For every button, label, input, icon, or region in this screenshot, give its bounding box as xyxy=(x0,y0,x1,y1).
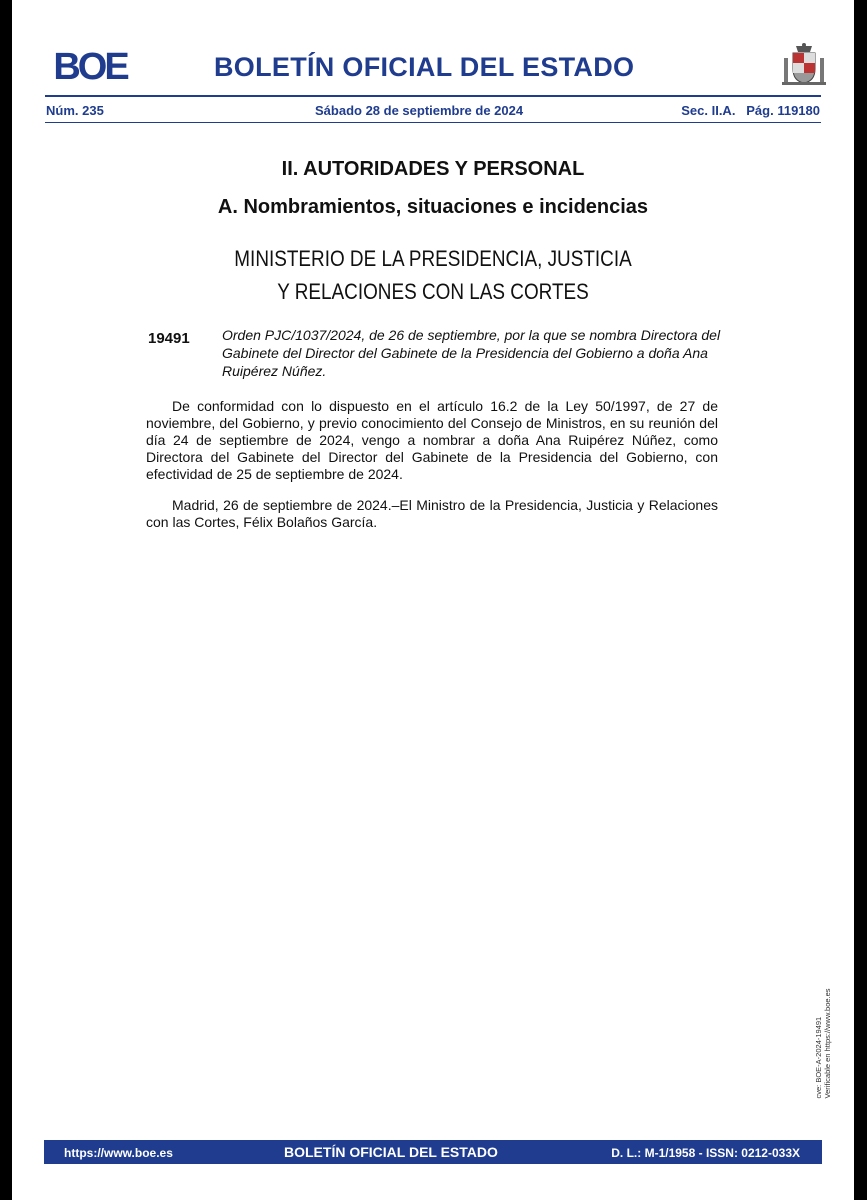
ministry-line-1: MINISTERIO DE LA PRESIDENCIA, JUSTICIA xyxy=(234,246,632,271)
logo-text: BOE xyxy=(53,46,127,84)
ministry-line-2: Y RELACIONES CON LAS CORTES xyxy=(277,279,589,304)
footer-legal: D. L.: M-1/1958 - ISSN: 0212-033X xyxy=(611,1146,800,1160)
cve-text: cve: BOE-A-2024-19491 xyxy=(814,1016,823,1099)
footer-url[interactable]: https://www.boe.es xyxy=(64,1146,173,1160)
footer-title: BOLETÍN OFICIAL DEL ESTADO xyxy=(284,1144,498,1160)
document-page xyxy=(12,0,854,1200)
header-rule-bottom xyxy=(45,122,821,123)
order-number: 19491 xyxy=(148,330,190,347)
header-rule xyxy=(45,95,821,97)
boe-logo xyxy=(46,46,134,84)
coat-of-arms-icon xyxy=(780,40,828,88)
footer-bar xyxy=(44,1140,822,1164)
issue-date: Sábado 28 de septiembre de 2024 xyxy=(315,103,524,118)
order-title: Orden PJC/1037/2024, de 26 de septiembre, por la que se nombra Directora del Gabinete del Director del Gabinete de la Presidencia del Gobierno a doña Ana Ruipérez Núñez. xyxy=(222,327,721,379)
section-page: Sec. II.A. Pág. 119180 xyxy=(681,103,820,118)
body-paragraph-2: Madrid, 26 de septiembre de 2024.–El Ministro de la Presidencia, Justicia y Relaciones con las Cortes, Félix Bolaños García. xyxy=(146,497,718,530)
header-title: BOLETÍN OFICIAL DEL ESTADO xyxy=(214,52,635,82)
body-paragraph-1: De conformidad con lo dispuesto en el artículo 16.2 de la Ley 50/1997, de 27 de noviembre, del Gobierno, y previo conocimiento del Consejo de Ministros, en su reunión del día 24 de septiembre de 2024, vengo a nombrar a doña Ana Ruipérez Núñez, como Directora del Gabinete del Director del Gabinete de la Presidencia del Gobierno, con efectividad de 25 de septiembre de 2024. xyxy=(146,398,718,482)
subsection-heading: A. Nombramientos, situaciones e incidencias xyxy=(217,196,649,218)
verification-sidebar xyxy=(812,960,842,1120)
verify-text: Verificable en https://www.boe.es xyxy=(823,988,832,1099)
section-heading: II. AUTORIDADES Y PERSONAL xyxy=(281,158,585,180)
issue-number: Núm. 235 xyxy=(46,103,104,118)
